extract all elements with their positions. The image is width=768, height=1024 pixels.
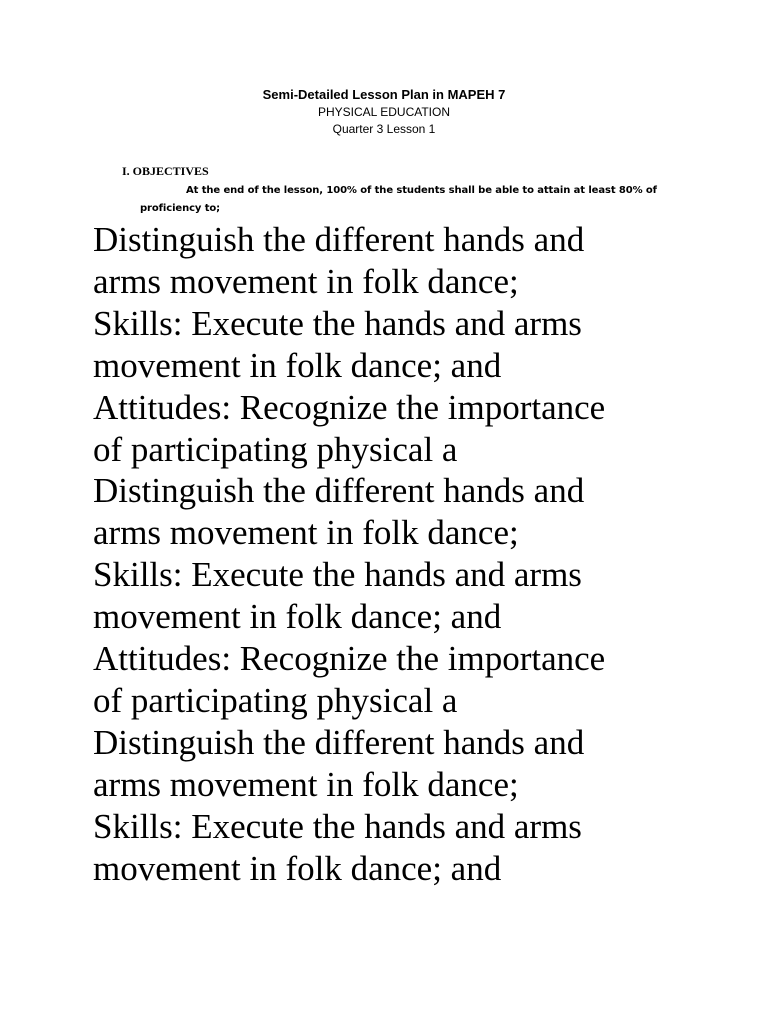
objectives-heading: I. OBJECTIVES (122, 164, 209, 178)
objective-line: Skills: Execute the hands and arms (93, 555, 582, 595)
objective-line: arms movement in folk dance; (93, 764, 519, 804)
objectives-list (93, 219, 693, 890)
document-header (0, 86, 768, 138)
document-subject: PHYSICAL EDUCATION (317, 105, 451, 119)
objective-line: Attitudes: Recognize the importance (93, 387, 606, 427)
objective-line: Distinguish the different hands and (93, 722, 585, 762)
objective-line: arms movement in folk dance; (93, 261, 519, 301)
objective-line: arms movement in folk dance; (93, 513, 519, 553)
objective-line: movement in folk dance; and (93, 848, 502, 888)
objective-line: Attitudes: Recognize the importance (93, 639, 606, 679)
objective-line: movement in folk dance; and (93, 345, 502, 385)
objective-line: Skills: Execute the hands and arms (93, 806, 582, 846)
objective-line: of participating physical a (93, 429, 458, 469)
objectives-intro: At the end of the lesson, 100% of the students shall be able to attain at least 80% of proficiency to; (140, 185, 657, 214)
objective-line: Distinguish the different hands and (93, 471, 585, 511)
objective-line: movement in folk dance; and (93, 597, 502, 637)
document-quarter: Quarter 3 Lesson 1 (332, 122, 436, 136)
document-title: Semi-Detailed Lesson Plan in MAPEH 7 (262, 87, 506, 102)
objective-line: of participating physical a (93, 680, 458, 720)
objective-line: Skills: Execute the hands and arms (93, 303, 582, 343)
objective-line: Distinguish the different hands and (93, 220, 585, 259)
